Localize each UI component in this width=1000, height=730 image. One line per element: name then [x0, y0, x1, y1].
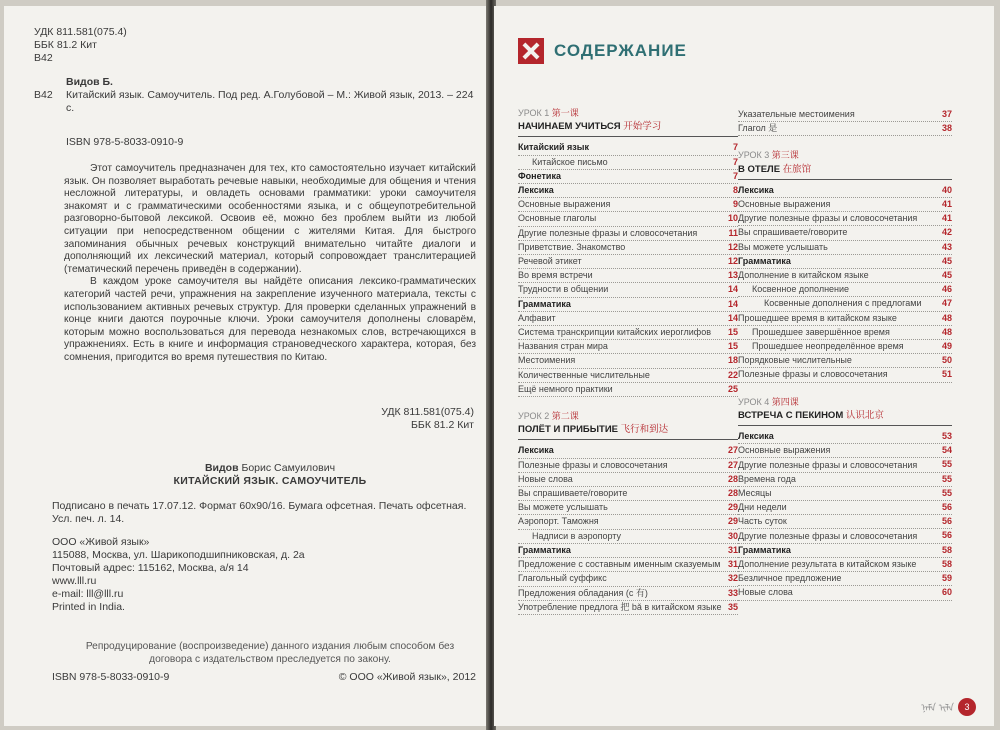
toc-entry-page: 27 — [727, 459, 738, 470]
toc-entry-page: 40 — [941, 184, 952, 195]
toc-entry-page: 47 — [941, 298, 952, 309]
toc-entry-title: Предложения обладания (с 有) — [518, 587, 648, 598]
toc-entry-title: Новые слова — [518, 473, 573, 484]
toc-entry-title: Косвенное дополнение — [752, 284, 850, 295]
toc-entry — [518, 601, 738, 615]
email: e-mail: lll@lll.ru — [52, 588, 124, 600]
toc-entry-page: 22 — [727, 369, 738, 380]
lesson-title-ru: В ОТЕЛЕ — [738, 163, 781, 175]
toc-entry-page: 11 — [728, 227, 738, 238]
toc-entry — [518, 312, 738, 326]
toc-entry-title: Местоимения — [518, 355, 576, 366]
toc-entry — [738, 444, 952, 458]
toc-entry — [738, 586, 952, 600]
toc-entry-title: Надписи в аэропорту — [532, 530, 621, 541]
toc-entry-page: 35 — [727, 601, 738, 612]
toc-entry-page: 49 — [941, 341, 952, 352]
toc-entry-page: 55 — [941, 487, 952, 498]
toc-entry-title: Китайское письмо — [532, 156, 608, 167]
publisher-address: 115088, Москва, ул. Шарикоподшипниковская, д. 2а — [52, 549, 305, 561]
lesson-number: УРОК 4 — [738, 396, 770, 407]
lesson-title — [518, 424, 738, 440]
toc-entry — [738, 212, 952, 226]
toc-entry-title: Лексика — [738, 431, 774, 442]
toc-entry-title: Прошедшее неопределённое время — [752, 341, 904, 352]
toc-entry — [738, 572, 952, 586]
toc-entry-title: Времена года — [738, 473, 796, 484]
toc-entry-page: 12 — [727, 256, 738, 267]
lesson-number-zh: 第二课 — [551, 411, 579, 422]
toc-entry — [518, 340, 738, 354]
toc-entry-title: Речевой этикет — [518, 256, 582, 267]
toc-entry — [738, 558, 952, 572]
toc-entry — [738, 326, 952, 340]
toc-entry-title: Лексика — [738, 184, 774, 195]
toc-entry — [518, 283, 738, 297]
toc-entry-page: 14 — [727, 298, 738, 309]
toc-entry-title: Другие полезные фразы и словосочетания — [738, 459, 918, 470]
toc-entry — [518, 444, 738, 458]
toc-entry-page: 29 — [727, 516, 738, 527]
lesson-number-zh: 第一课 — [551, 108, 579, 118]
toc-entry — [738, 501, 952, 515]
toc-entry — [518, 459, 738, 473]
toc-entry-title: Новые слова — [738, 587, 793, 598]
toc-entry-title: Китайский язык — [518, 142, 589, 153]
toc-entry-page: 37 — [941, 109, 952, 119]
right-page — [494, 6, 994, 726]
website: www.lll.ru — [52, 575, 97, 587]
toc-entry — [518, 354, 738, 368]
annotation-text — [64, 163, 476, 365]
toc-entry — [518, 184, 738, 198]
toc-entry-title: Грамматика — [518, 298, 571, 309]
lesson-label — [738, 397, 952, 408]
toc-entry — [518, 572, 738, 586]
udk-block-right — [294, 406, 474, 432]
toc-entry-page: 29 — [727, 502, 738, 513]
cross-logo-icon — [518, 38, 544, 64]
left-page — [4, 6, 488, 726]
toc-entry — [738, 312, 952, 326]
title-block — [64, 462, 476, 488]
toc-entry — [738, 184, 952, 198]
postal-address: Почтовый адрес: 115162, Москва, а/я 14 — [52, 562, 249, 574]
toc-entry-page: 43 — [941, 241, 952, 252]
toc-entry-title: Безличное предложение — [738, 573, 842, 584]
toc-entry-page: 41 — [941, 199, 952, 210]
annotation-paragraph: Этот самоучитель предназначен для тех, кто самостоятельно изучает китайский язык. Он позволяет выработать речевые навыки, необходимые для общения и чтения несложной литературы, и овладеть основами грамматики: уроки самоучителя знакомят и с грамматическими особенностями языка, и с общеупотребительной разговорно-бытовой лексикой. Освоив её, можно без проблем выйти из любой ситуации при непосредственном общении с жителями Китая. Для быстрого запоминания обычных речевых конструкций внимательно читайте диалоги и дополняющий их лексический материал, который сопровождает транслитерацией (тематический перечень приведён в содержании). — [64, 163, 476, 275]
toc-entry-page: 7 — [732, 156, 738, 167]
toc-entry-page: 7 — [732, 170, 738, 181]
lesson-number-zh: 第四课 — [771, 396, 799, 407]
lesson-label — [518, 108, 738, 119]
toc-entry — [518, 383, 738, 397]
lesson-title — [738, 164, 952, 180]
toc-entry-page: 54 — [941, 445, 952, 456]
toc-entry — [518, 558, 738, 572]
lesson-label — [738, 150, 952, 161]
toc-entry-title: Полезные фразы и словосочетания — [738, 369, 888, 380]
annotation-paragraph: В каждом уроке самоучителя вы найдёте описания лексико-грамматических категорий частей речи, упражнения на закрепление изученного материала, тексты с использованием активных речевых структур. Для проверки сделанных упражнений в конце книги даются поурочные ключи. Уроки самоучителя дополнены словарём, которым можно воспользоваться для перевода незнакомых слов, встречающихся в упражнениях. Есть в книге и информация страноведческого характера, которая, без сомнения, пригодится во время путешествия по Китаю. — [64, 276, 476, 363]
toc-entry-page: 55 — [941, 473, 952, 484]
toc-entry-title: Полезные фразы и словосочетания — [518, 459, 668, 470]
udk-block-top — [34, 26, 479, 65]
toc-entry-title: Ещё немного практики — [518, 383, 613, 394]
toc-entry-title: Другие полезные фразы и словосочетания — [738, 213, 918, 224]
toc-entry-title: Трудности в общении — [518, 284, 609, 295]
toc-entry — [738, 368, 952, 382]
toc-entry-title: Употребление предлога 把 bǎ в китайском языке — [518, 601, 722, 612]
section-gap — [518, 397, 738, 409]
toc-entry — [738, 108, 952, 122]
toc-entry-title: Глагольный суффикс — [518, 573, 607, 584]
toc-entry-title: Лексика — [518, 185, 554, 196]
toc-entry — [738, 354, 952, 368]
lesson-title-ru: НАЧИНАЕМ УЧИТЬСЯ — [518, 121, 621, 133]
toc-entry — [738, 487, 952, 501]
toc-entry-title: Грамматика — [738, 544, 791, 555]
toc-entry-page: 12 — [727, 241, 738, 252]
toc-entry-page: 7 — [732, 142, 738, 153]
toc-entry-page: 55 — [941, 459, 952, 470]
book-title: КИТАЙСКИЙ ЯЗЫК. САМОУЧИТЕЛЬ — [173, 475, 367, 487]
section-gap — [738, 383, 952, 395]
toc-entry-title: Аэропорт. Таможня — [518, 516, 599, 527]
toc-entry-page: 46 — [941, 284, 952, 295]
toc-entry-title: Во время встречи — [518, 270, 593, 281]
toc-entry-title: Грамматика — [738, 255, 791, 266]
toc-entry-page: 51 — [941, 369, 952, 380]
toc-entry — [738, 473, 952, 487]
toc-entry-page: 56 — [941, 530, 952, 541]
publisher-info — [52, 536, 488, 614]
udk-line: УДК 811.581(075.4) — [381, 406, 474, 418]
toc-entry-page: 48 — [941, 326, 952, 337]
toc-entry — [738, 241, 952, 255]
author-name: Видов Б. — [66, 76, 113, 88]
section-gap — [738, 136, 952, 148]
publisher-name: ООО «Живой язык» — [52, 536, 150, 548]
author-block — [34, 76, 479, 115]
toc-entry — [518, 255, 738, 269]
library-code: В42 — [34, 89, 53, 101]
bibliographic-description: Китайский язык. Самоучитель. Под ред. А.Голубовой – М.: Живой язык, 2013. – 224 с. — [66, 89, 474, 114]
lesson-number: УРОК 1 — [518, 108, 550, 118]
toc-entry — [738, 544, 952, 558]
toc-column-2 — [738, 108, 952, 601]
toc-entry-title: Указательные местоимения — [738, 109, 855, 119]
lesson-title-zh: 认识北京 — [845, 409, 884, 421]
toc-entry-page: 15 — [727, 327, 738, 338]
toc-entry-page: 13 — [727, 270, 738, 281]
toc-entry — [738, 122, 952, 136]
lesson-title-ru: ПОЛЁТ И ПРИБЫТИЕ — [518, 424, 619, 436]
toc-entry-title: Фонетика — [518, 170, 561, 181]
toc-entry-page: 8 — [732, 185, 738, 196]
toc-entry-title: Названия стран мира — [518, 341, 608, 352]
toc-entry-title: Месяцы — [738, 487, 772, 498]
toc-entry — [518, 156, 738, 170]
toc-entry-page: 48 — [941, 312, 952, 323]
toc-entry-page: 33 — [727, 587, 738, 598]
toc-entry-title: Вы спрашиваете/говорите — [738, 227, 848, 238]
toc-entry — [738, 283, 952, 297]
toc-entry — [518, 587, 738, 601]
bbk-line: ББК 81.2 Кит — [34, 39, 97, 51]
toc-entry-page: 58 — [941, 544, 952, 555]
toc-entry-page: 42 — [941, 227, 952, 238]
toc-entry-page: 14 — [727, 312, 738, 323]
toc-entry-page: 56 — [941, 502, 952, 513]
toc-entry — [738, 198, 952, 212]
toc-entry-page: 9 — [732, 199, 738, 210]
toc-entry-title: Лексика — [518, 445, 554, 456]
toc-entry-title: Дополнение в китайском языке — [738, 270, 869, 281]
toc-entry — [518, 530, 738, 544]
udk-line: УДК 811.581(075.4) — [34, 26, 127, 38]
toc-entry-title: Система транскрипции китайских иероглифов — [518, 327, 711, 338]
toc-entry-page: 28 — [727, 488, 738, 499]
toc-entry-title: Косвенные дополнения с предлогами — [764, 298, 922, 309]
toc-entry-page: 56 — [941, 516, 952, 527]
toc-entry — [518, 487, 738, 501]
toc-entry-page: 41 — [941, 213, 952, 224]
toc-entry — [518, 326, 738, 340]
isbn-bottom: ISBN 978-5-8033-0910-9 — [52, 671, 170, 683]
toc-entry — [518, 473, 738, 487]
toc-entry-title: Вы спрашиваете/говорите — [518, 488, 628, 499]
toc-entry-title: Вы можете услышать — [738, 241, 828, 252]
toc-entry — [518, 515, 738, 529]
toc-entry-page: 28 — [727, 473, 738, 484]
lesson-number: УРОК 2 — [518, 411, 550, 422]
lesson-title — [518, 121, 738, 137]
toc-entry-page: 45 — [941, 270, 952, 281]
toc-entry-title: Часть суток — [738, 516, 787, 527]
toc-entry-page: 60 — [941, 587, 952, 598]
toc-entry — [518, 369, 738, 383]
page-number: 3 — [958, 698, 976, 716]
toc-entry — [518, 501, 738, 515]
toc-entry — [518, 198, 738, 212]
toc-entry-title: Прошедшее завершённое время — [752, 326, 890, 337]
decorative-marks: ᠨᠠᠮᠠ ᠢᠯᠡ — [921, 703, 954, 714]
toc-entry-title: Алфавит — [518, 312, 556, 323]
toc-entry-page: 14 — [727, 284, 738, 295]
toc-entry — [738, 430, 952, 444]
toc-entry-page: 18 — [727, 355, 738, 366]
toc-entry-page: 15 — [727, 341, 738, 352]
toc-header — [518, 36, 687, 66]
toc-entry-title: Основные выражения — [738, 445, 831, 456]
printed-in: Printed in India. — [52, 601, 125, 613]
toc-entry-title: Глагол 是 — [738, 123, 778, 134]
toc-entry — [738, 515, 952, 529]
toc-entry — [738, 529, 952, 543]
bottom-line — [52, 671, 476, 684]
lesson-label — [518, 411, 738, 422]
toc-entry-page: 58 — [941, 558, 952, 569]
toc-entry-page: 10 — [727, 213, 738, 224]
toc-entry-title: Основные глаголы — [518, 213, 597, 224]
reproduction-notice: Репродуцирование (воспроизведение) данного издания любым способом без договора с издательством преследуется по закону. — [85, 641, 455, 665]
lesson-title-zh: 飞行和到达 — [620, 424, 669, 436]
toc-entry-page: 45 — [941, 255, 952, 266]
toc-entry-title: Предложение с составным именным сказуемым — [518, 559, 721, 570]
lesson-title-zh: 在旅馆 — [782, 163, 812, 175]
toc-entry-page: 25 — [727, 383, 738, 394]
toc-entry — [518, 269, 738, 283]
toc-entry-page: 31 — [727, 544, 738, 555]
toc-entry-title: Количественные числительные — [518, 369, 650, 380]
copyright: © ООО «Живой язык», 2012 — [338, 671, 476, 683]
toc-entry-page: 31 — [727, 559, 738, 570]
toc-entry-title: Приветствие. Знакомство — [518, 241, 626, 252]
toc-entry-page: 38 — [941, 123, 952, 134]
imprint-text: Подписано в печать 17.07.12. Формат 60х90/16. Бумага офсетная. Печать офсетная. Усл. печ. л. 14. — [52, 500, 467, 525]
lesson-title-ru: ВСТРЕЧА С ПЕКИНОМ — [738, 409, 844, 421]
toc-column-1 — [518, 106, 738, 615]
toc-entry-page: 30 — [727, 530, 738, 541]
toc-entry-page: 59 — [941, 573, 952, 584]
toc-entry-title: Грамматика — [518, 544, 571, 555]
toc-entry — [518, 170, 738, 184]
toc-entry — [738, 340, 952, 354]
toc-entry-title: Основные выражения — [738, 199, 831, 210]
toc-entry-page: 32 — [727, 573, 738, 584]
toc-entry — [738, 226, 952, 240]
lesson-number-zh: 第三课 — [771, 150, 799, 161]
toc-entry — [518, 241, 738, 255]
toc-entry — [518, 298, 738, 312]
toc-entry-title: Порядковые числительные — [738, 355, 852, 366]
toc-entry-title: Дополнение результата в китайском языке — [738, 559, 917, 570]
author-given-names: Борис Самуилович — [238, 462, 336, 474]
toc-entry-title: Другие полезные фразы и словосочетания — [518, 227, 698, 238]
toc-entry-title: Дни недели — [738, 502, 787, 513]
toc-entry — [738, 255, 952, 269]
toc-entry-title: Основные выражения — [518, 199, 611, 210]
toc-entry — [738, 297, 952, 311]
toc-entry-page: 50 — [941, 355, 952, 366]
toc-title: СОДЕРЖАНИЕ — [554, 41, 687, 60]
toc-entry — [738, 458, 952, 472]
toc-entry-title: Другие полезные фразы и словосочетания — [738, 530, 918, 541]
author-surname: Видов — [204, 462, 239, 474]
code-line: В42 — [34, 52, 53, 64]
toc-entry — [518, 141, 738, 155]
toc-entry-page: 53 — [941, 431, 952, 442]
toc-entry — [518, 212, 738, 226]
toc-entry-page: 27 — [727, 445, 738, 456]
toc-entry-title: Вы можете услышать — [518, 502, 608, 513]
toc-entry — [518, 227, 738, 241]
lesson-title-zh: 开始学习 — [623, 121, 662, 133]
toc-entry — [738, 269, 952, 283]
lesson-number: УРОК 3 — [738, 150, 770, 161]
toc-entry — [518, 544, 738, 558]
bbk-line: ББК 81.2 Кит — [411, 419, 474, 431]
isbn-top: ISBN 978-5-8033-0910-9 — [66, 136, 184, 148]
lesson-title — [738, 410, 952, 426]
toc-entry-title: Прошедшее время в китайском языке — [738, 312, 897, 323]
